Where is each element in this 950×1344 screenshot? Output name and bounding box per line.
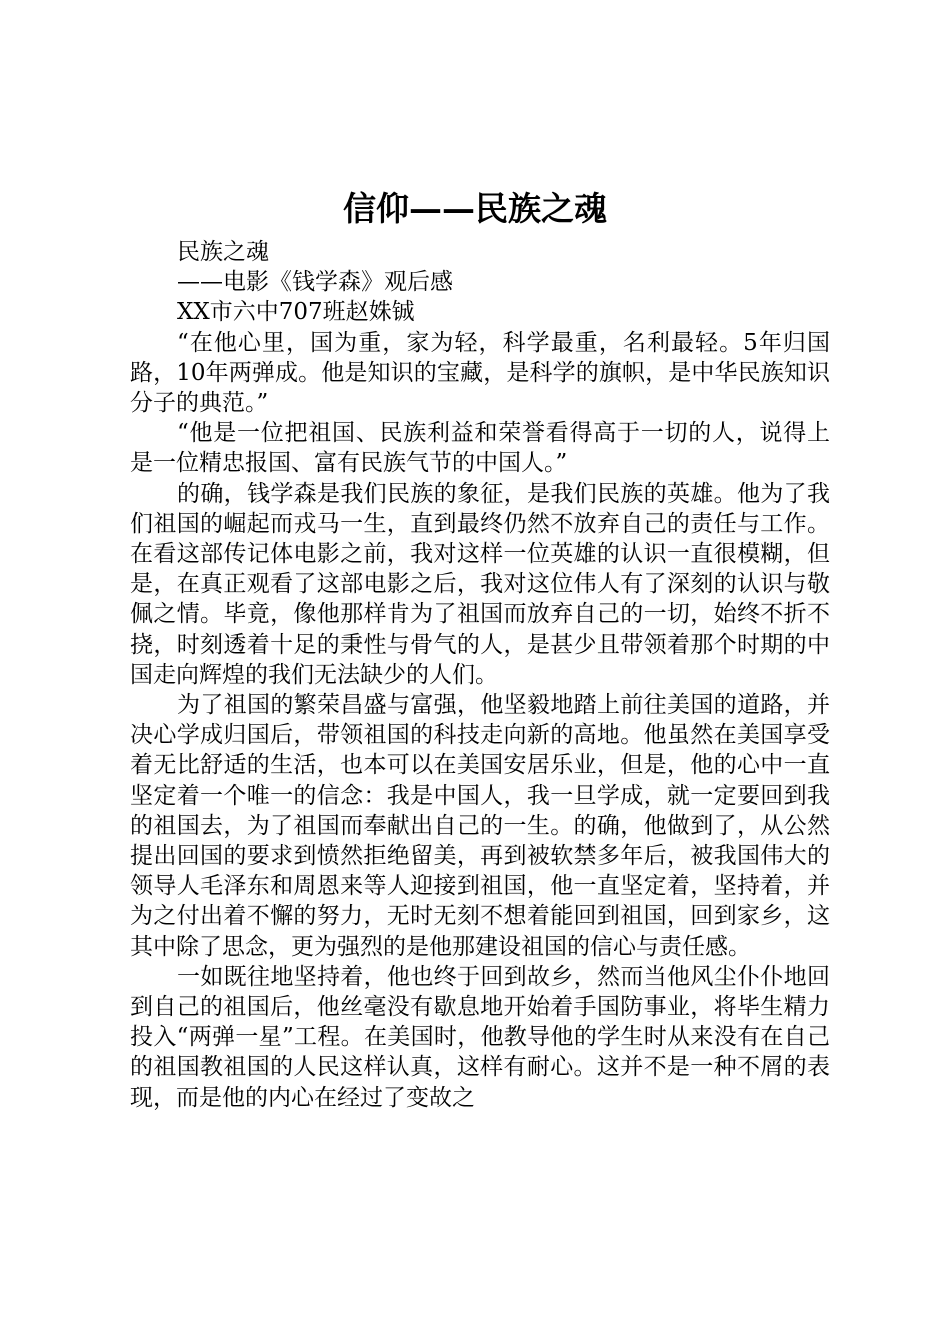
subtitle-line: ——电影《钱学森》观后感	[177, 269, 453, 296]
paragraph: “在他心里，国为重，家为轻，科学最重，名利最轻。5年归国路，10年两弹成。他是知识的宝藏，是科学的旗帜，是中华民族知识分子的典范。”	[130, 329, 830, 417]
document-title: 信仰——民族之魂	[343, 189, 607, 228]
subtitle-line: 民族之魂	[177, 239, 269, 265]
paragraph: 为了祖国的繁荣昌盛与富强，他坚毅地踏上前往美国的道路，并决心学成归国后，带领祖国的科技走向新的高地。他虽然在美国享受着无比舒适的生活，也本可以在美国安居乐业，但是，他的心中一直坚定着一个唯一的信念：我是中国人，我一旦学成，就一定要回到我的祖国去，为了祖国而奉献出自己的一生。的确，他做到了，从公然提出回国的要求到愤然拒绝留美，再到被软禁多年后，被我国伟大的领导人毛泽东和周恩来等人迎接到祖国，他一直坚定着，坚持着，并为之付出着不懈的努力，无时无刻不想着能回到祖国，回到家乡，这其中除了思念，更为强烈的是他那建设祖国的信心与责任感。	[130, 692, 830, 960]
paragraph: 的确，钱学森是我们民族的象征，是我们民族的英雄。他为了我们祖国的崛起而戎马一生，直到最终仍然不放弃自己的责任与工作。在看这部传记体电影之前，我对这样一位英雄的认识一直很模糊，但是，在真正观看了这部电影之后，我对这位伟人有了深刻的认识与敬佩之情。毕竟，像他那样肯为了祖国而放弃自己的一切，始终不折不挠，时刻透着十足的秉性与骨气的人，是甚少且带领着那个时期的中国走向辉煌的我们无法缺少的人们。	[130, 480, 830, 688]
document-body	[130, 237, 830, 1113]
author-line: XX市六中707班赵姝铖	[177, 299, 415, 326]
paragraph: “他是一位把祖国、民族利益和荣誉看得高于一切的人，说得上是一位精忠报国、富有民族气节的中国人。”	[130, 420, 830, 477]
paragraph: 一如既往地坚持着，他也终于回到故乡，然而当他风尘仆仆地回到自己的祖国后，他丝毫没有歇息地开始着手国防事业，将毕生精力投入“两弹一星”工程。在美国时，他教导他的学生时从来没有在自己的祖国教祖国的人民这样认真，这样有耐心。这并不是一种不屑的表现，而是他的内心在经过了变故之	[130, 963, 830, 1111]
